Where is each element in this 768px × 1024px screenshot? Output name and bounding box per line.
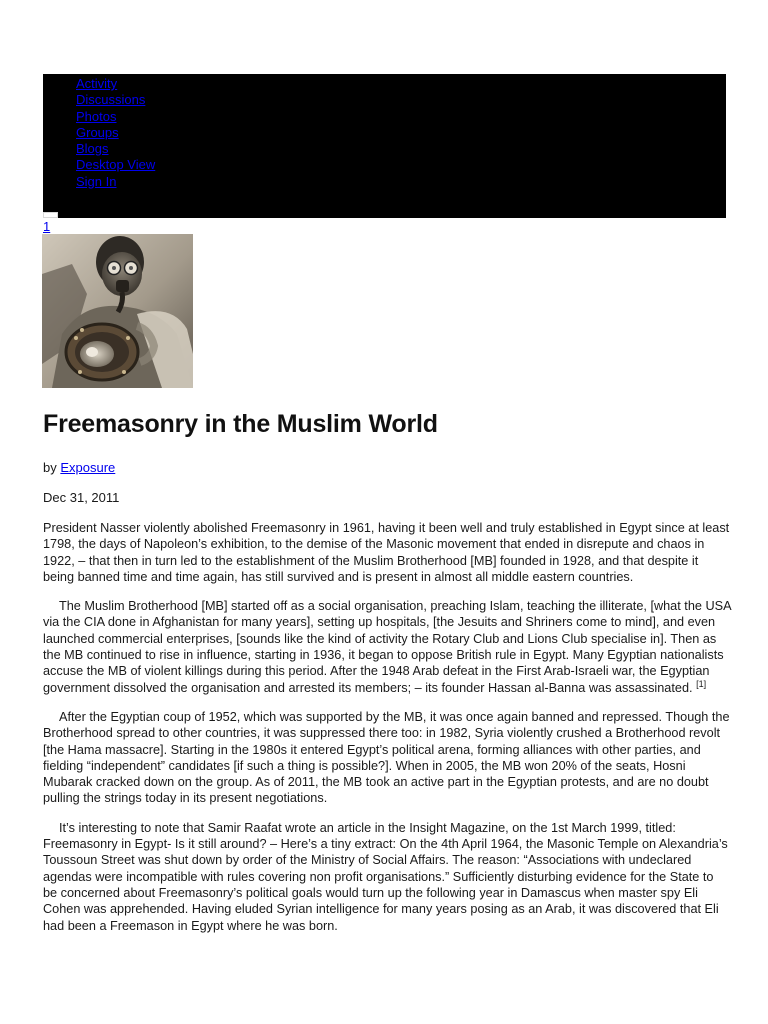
page-number-link[interactable]: 1: [43, 219, 51, 234]
article-paragraph-1: President Nasser violently abolished Freemasonry in 1961, having it been well and truly established in Egypt since at least 1798, the days of Napoleon’s exhibition, to the demise of the Masonic movement that ended in disrepute and chaos in 1922, – that then in turn led to the establishment of the Muslim Brotherhood [MB] founded in 1928, and that despite it being banned time and time again, has still survived and is present in almost all middle eastern countries.: [43, 521, 730, 584]
article-paragraph-3: After the Egyptian coup of 1952, which was supported by the MB, it was once again banned and repressed. Though the Brotherhood spread to other countries, it was suppressed there too: in 1982, Syria violently crushed a Brotherhood revolt [the Hama massacre]. Starting in the 1980s it entered Egypt’s political arena, forming alliances with other parties, and fielding “independent” candidates [if such a thing is possible?]. When in 2005, the MB won 20% of the seats, Hosni Mubarak cracked down on the group. As of 2011, the MB took an active part in the Egyptian protests, and are no doubt pulling the strings today in its present negotiations.: [43, 709, 730, 806]
nav-link-blogs[interactable]: Blogs: [76, 141, 109, 157]
article-byline: [43, 460, 115, 476]
article-paragraph-2: [43, 598, 731, 696]
article-photo: [42, 234, 193, 388]
article-date: Dec 31, 2011: [43, 490, 120, 505]
nav-menu: [76, 76, 155, 190]
nav-link-groups[interactable]: Groups: [76, 124, 119, 140]
nav-link-activity[interactable]: Activity: [76, 76, 118, 91]
nav-link-sign-in[interactable]: Sign In: [76, 173, 117, 189]
author-link[interactable]: Exposure: [60, 460, 116, 475]
article-title: Freemasonry in the Muslim World: [43, 410, 438, 438]
nav-item-blogs: [76, 141, 155, 157]
footnote-reference[interactable]: [1]: [696, 678, 707, 689]
nav-item-discussions: [76, 92, 155, 108]
nav-item-desktop-view: [76, 157, 155, 173]
article-paragraph-2-text: The Muslim Brotherhood [MB] started off as a social organisation, preaching Islam, teaching the illiterate, [what the USA via the CIA done in Afghanistan for many years], setting up hospitals, [the Jesuits and Shriners come to mind], and even launched commercial enterprises, [sounds like the kind of activity the Rotary Club and Lions Club specialise in]. Then as the MB continued to rise in influence, starting in 1936, it began to oppose British rule in Egypt. Many Egyptian nationalists accuse the MB of violent killings during this period. After the 1948 Arab defeat in the First Arab-Israeli war, the Egyptian government dissolved the organisation and arrested its members; – its founder Hassan al-Banna was assassinated.: [43, 599, 731, 695]
nav-link-photos[interactable]: Photos: [76, 108, 117, 124]
byline-prefix: by: [43, 460, 57, 475]
nav-item-sign-in: [76, 174, 155, 190]
nav-item-activity: [76, 76, 155, 92]
article-body: [43, 520, 731, 947]
nav-link-desktop-view[interactable]: Desktop View: [76, 157, 156, 173]
nav-item-groups: [76, 125, 155, 141]
nav-item-photos: [76, 109, 155, 125]
article-paragraph-4: It’s interesting to note that Samir Raafat wrote an article in the Insight Magazine, on the 1st March 1999, titled: Freemasonry in Egypt- Is it still around? – Here’s a tiny extract: On the 4th April 1964, the Masonic Temple on Alexandria’s Toussoun Street was shut down by order of the Ministry of Social Affairs. The reason: “Associations with undeclared agendas were incompatible with rules covering non profit organisations.” Sufficiently disturbing evidence for the State to be concerned about Freemasonry’s political goals would turn up the following year in Damascus when master spy Eli Cohen was apprehended. Having eluded Syrian intelligence for many years posing as an Arab, it was discovered that Eli had been a Freemason in Egypt where he was born.: [43, 820, 728, 933]
nav-link-discussions[interactable]: Discussions: [76, 92, 146, 108]
top-navigation-bar: [43, 74, 726, 218]
menu-toggle-button[interactable]: [43, 212, 58, 218]
